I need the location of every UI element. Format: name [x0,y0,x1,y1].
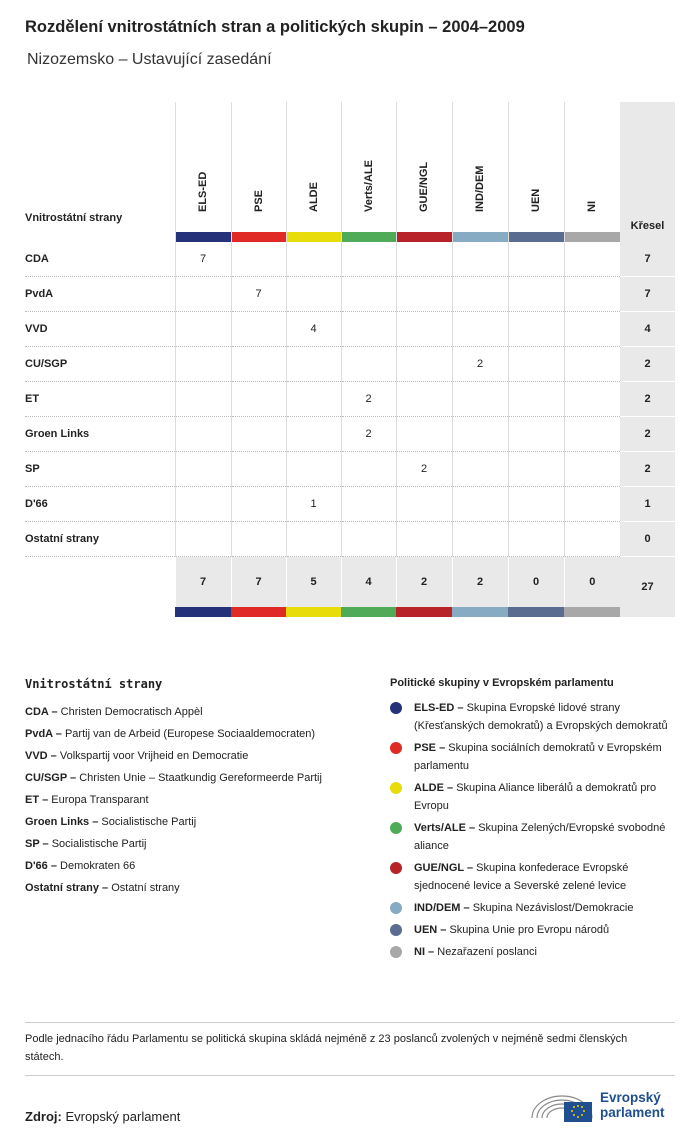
seat-cell [175,452,231,487]
party-legend-item [25,789,375,811]
seat-cell: 4 [286,312,341,347]
seat-cell [396,522,452,557]
group-color-dot [390,946,402,958]
group-name: GUE/NGL [418,161,430,212]
party-legend-item [25,855,375,877]
group-total: 5 [286,557,341,608]
group-color-bar [175,607,231,617]
seat-cell [396,312,452,347]
group-color-bar [231,607,286,617]
group-total: 0 [508,557,564,608]
group-color-bar [286,607,341,617]
table-row [25,277,675,312]
group-column-header [396,102,452,242]
group-legend-item [390,699,675,735]
seat-cell [341,312,396,347]
seat-cell [175,312,231,347]
seat-cell [286,417,341,452]
seat-cell [564,452,620,487]
group-column-header [508,102,564,242]
group-total: 0 [564,557,620,608]
group-column-header [175,102,231,242]
source-line [25,1109,180,1124]
seat-cell [564,242,620,277]
group-total: 4 [341,557,396,608]
group-name: ELS-ED [197,171,209,212]
group-column-header [564,102,620,242]
group-full-name: Skupina Aliance liberálů a demokratů pro Evropu [414,782,657,812]
party-seat-total: 0 [620,522,675,557]
seat-cell [175,277,231,312]
group-color-bar [453,232,508,242]
table-row [25,487,675,522]
seat-cell [452,452,508,487]
seat-cell [564,312,620,347]
party-abbr: Groen Links – [25,816,99,828]
bar-spacer [25,607,175,617]
seat-cell [341,347,396,382]
group-abbr: GUE/NGL – [414,862,474,874]
seat-cell [396,382,452,417]
group-abbr: PSE – [414,742,446,754]
party-full-name: Christen Democratisch Appèl [60,706,203,718]
group-color-bar [565,232,621,242]
table-row [25,382,675,417]
grand-total: 27 [620,557,675,618]
party-legend-item [25,877,375,899]
seat-cell [175,382,231,417]
party-legend-heading: Vnitrostátní strany [25,677,163,691]
party-abbr: CDA – [25,706,58,718]
seat-cell [286,277,341,312]
seat-cell [452,382,508,417]
party-legend-item [25,701,375,723]
seat-cell [286,452,341,487]
group-column-header [286,102,341,242]
seat-cell [508,347,564,382]
group-color-dot [390,782,402,794]
group-legend [390,677,675,965]
group-full-name: Skupina konfederace Evropské sjednocené levice a Severské zelené levice [414,862,629,892]
seat-cell: 2 [396,452,452,487]
group-total: 7 [175,557,231,608]
party-abbr: SP – [25,838,49,850]
seat-cell [231,382,286,417]
party-legend-item [25,811,375,833]
group-full-name: Skupina Evropské lidové strany (Křesťanských demokratů) a Evropských demokratů [414,702,668,732]
party-name: VVD [25,312,175,347]
group-column-header [452,102,508,242]
seat-cell: 1 [286,487,341,522]
party-abbr: ET – [25,794,49,806]
party-abbr: Ostatní strany – [25,882,109,894]
seat-cell [175,522,231,557]
seat-cell [341,487,396,522]
seat-cell [564,487,620,522]
seat-cell [341,452,396,487]
group-name: IND/DEM [474,165,486,212]
seat-cell [231,347,286,382]
group-column-header [231,102,286,242]
group-color-bar [509,232,564,242]
party-seat-total: 2 [620,417,675,452]
group-color-bar [508,607,564,617]
seat-cell [508,417,564,452]
group-full-name: Skupina Unie pro Evropu národů [449,924,610,936]
party-name: Groen Links [25,417,175,452]
group-color-dot [390,702,402,714]
seat-cell [231,417,286,452]
group-legend-item [390,779,675,815]
page-subtitle: Nizozemsko – Ustavující zasedání [27,51,272,68]
party-full-name: Europa Transparant [51,794,149,806]
party-seat-total: 2 [620,382,675,417]
seat-cell [508,522,564,557]
party-abbr: CU/SGP – [25,772,77,784]
group-full-name: Skupina Zelených/Evropské svobodné aliance [414,822,666,852]
party-full-name: Demokraten 66 [60,860,136,872]
party-name: ET [25,382,175,417]
party-name: CU/SGP [25,347,175,382]
group-name: ALDE [307,182,320,212]
party-seat-total: 1 [620,487,675,522]
group-color-dot [390,902,402,914]
party-legend-item [25,767,375,789]
table-row [25,347,675,382]
divider [25,1075,675,1076]
seat-cell [396,277,452,312]
seat-distribution-table [25,102,675,617]
table-row [25,452,675,487]
seat-cell [564,382,620,417]
party-name: SP [25,452,175,487]
party-abbr: PvdA – [25,728,62,740]
group-name: NI [586,201,599,212]
footnote: Podle jednacího řádu Parlamentu se politická skupina skládá nejméně z 23 poslanců zvolených v nejméně sedmi členských státech. [25,1033,628,1063]
party-full-name: Socialistische Partij [51,838,147,850]
party-name: PvdA [25,277,175,312]
group-color-dot [390,862,402,874]
seat-cell [564,417,620,452]
seat-cell [175,417,231,452]
group-full-name: Skupina sociálních demokratů v Evropském parlamentu [414,742,662,772]
party-full-name: Volkspartij voor Vrijheid en Democratie [59,750,249,762]
seat-cell [452,417,508,452]
party-legend-item [25,745,375,767]
seat-cell [452,522,508,557]
group-column-header [341,102,396,242]
group-color-bar [452,607,508,617]
group-full-name: Skupina Nezávislost/Demokracie [472,902,634,914]
group-abbr: IND/DEM – [414,902,470,914]
group-full-name: Nezařazení poslanci [437,946,537,958]
seat-cell [508,487,564,522]
group-legend-item [390,943,675,961]
party-full-name: Socialistische Partij [101,816,197,828]
seat-cell [286,242,341,277]
group-total: 2 [452,557,508,608]
seat-cell [396,242,452,277]
group-color-bar [564,607,620,617]
group-legend-item [390,921,675,939]
party-full-name: Partij van de Arbeid (Europese Sociaaldemocraten) [64,728,316,740]
group-legend-item [390,859,675,895]
group-legend-item [390,739,675,775]
seat-cell [341,242,396,277]
seat-cell [341,522,396,557]
seat-cell [564,522,620,557]
party-legend-item [25,833,375,855]
seat-cell [231,452,286,487]
seat-cell: 2 [341,382,396,417]
group-legend-heading: Politické skupiny v Evropském parlamentu [390,677,614,689]
party-legend [25,677,375,899]
logo-line-1: Evropský [600,1090,661,1105]
party-full-name: Ostatní strany [111,882,180,894]
table-row [25,242,675,277]
seat-cell [286,347,341,382]
seat-cell [452,312,508,347]
table-row [25,417,675,452]
group-color-dot [390,742,402,754]
group-total: 2 [396,557,452,608]
group-color-bar [396,607,452,617]
group-color-bar [341,607,396,617]
table-row [25,522,675,557]
seat-cell [508,312,564,347]
seat-cell: 2 [452,347,508,382]
group-color-bar [287,232,341,242]
seat-cell [508,277,564,312]
european-parliament-logo [530,1086,680,1124]
group-name: Verts/ALE [362,160,375,212]
group-color-dot [390,924,402,936]
seat-cell [231,487,286,522]
party-name: Ostatní strany [25,522,175,557]
seat-cell [231,522,286,557]
seat-cell [396,347,452,382]
party-abbr: VVD – [25,750,57,762]
seat-cell [564,277,620,312]
group-abbr: Verts/ALE – [414,822,476,834]
seat-cell [175,487,231,522]
group-legend-item [390,819,675,855]
group-color-bar [342,232,396,242]
group-abbr: NI – [414,946,435,958]
source-label: Zdroj: [25,1109,62,1124]
seat-cell [396,417,452,452]
party-seat-total: 4 [620,312,675,347]
seat-cell [231,312,286,347]
seat-cell [231,242,286,277]
group-abbr: ELS-ED – [414,702,464,714]
seat-cell: 2 [341,417,396,452]
party-seat-total: 2 [620,347,675,382]
seat-cell [452,277,508,312]
party-seat-total: 2 [620,452,675,487]
party-seat-total: 7 [620,242,675,277]
group-total: 7 [231,557,286,608]
seat-cell [452,242,508,277]
group-color-bar [176,232,231,242]
seat-cell [564,347,620,382]
party-seat-total: 7 [620,277,675,312]
logo-line-2: parlament [600,1105,665,1120]
party-full-name: Christen Unie – Staatkundig Gereformeerde Partij [79,772,322,784]
seat-cell [452,487,508,522]
party-name: CDA [25,242,175,277]
group-color-bar [397,232,452,242]
seat-cell [286,382,341,417]
table-row [25,312,675,347]
group-color-bar [232,232,286,242]
party-name: D'66 [25,487,175,522]
group-name: PSE [252,189,265,212]
seat-cell [396,487,452,522]
totals-label-spacer [25,557,175,608]
party-column-header: Vnitrostátní strany [25,212,123,224]
seat-cell [508,452,564,487]
divider [25,1022,675,1023]
party-abbr: D'66 – [25,860,57,872]
seats-column-header: Křesel [620,102,675,242]
seat-cell: 7 [175,242,231,277]
page-title: Rozdělení vnitrostátních stran a politických skupin – 2004–2009 [25,18,525,36]
parliament-hemicycle-icon [530,1086,594,1124]
party-legend-item [25,723,375,745]
seat-cell [341,277,396,312]
source-value: Evropský parlament [65,1109,181,1124]
group-color-dot [390,822,402,834]
seat-cell: 7 [231,277,286,312]
group-name: UEN [530,188,542,212]
seat-cell [286,522,341,557]
group-abbr: ALDE – [414,782,454,794]
seat-cell [175,347,231,382]
seat-cell [508,242,564,277]
seat-cell [508,382,564,417]
group-abbr: UEN – [414,924,447,936]
group-legend-item [390,899,675,917]
